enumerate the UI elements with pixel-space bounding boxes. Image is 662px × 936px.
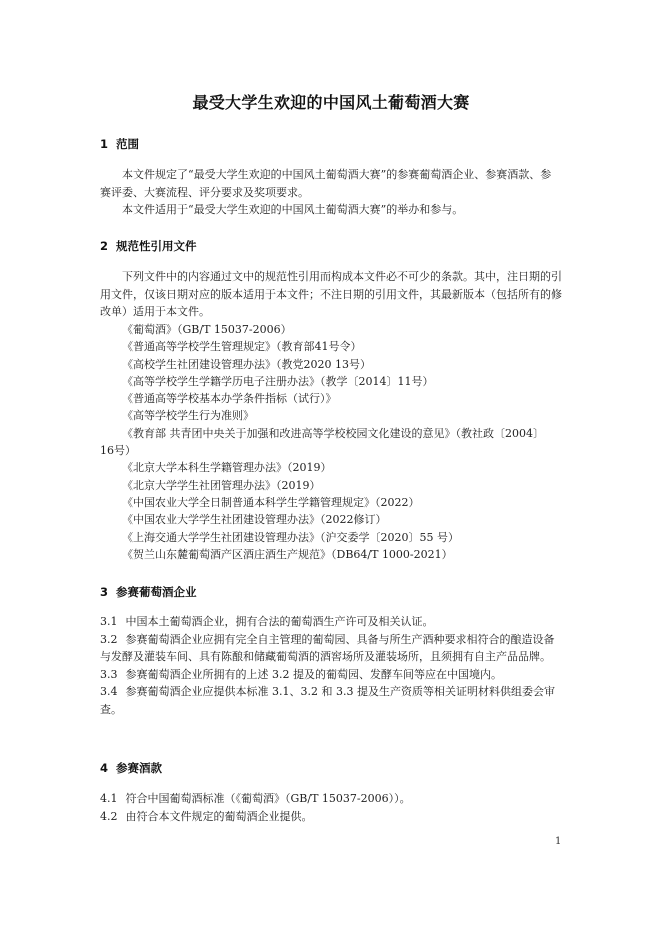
clause-item: [100, 808, 562, 826]
clause-number: 4.1: [100, 792, 118, 805]
section-title: 参赛葡萄酒企业: [116, 585, 197, 599]
clause-item: [100, 666, 562, 684]
clause-text: 参赛葡萄酒企业应提供本标准 3.1、3.2 和 3.3 提及生产资质等相关证明材料供组委会审查。: [100, 685, 555, 716]
reference-item-continuation: 16号）: [100, 444, 136, 458]
reference-item: 《普通高等学校基本办学条件指标（试行）》: [122, 392, 337, 406]
reference-item: 《中国农业大学学生社团建设管理办法》（2022修订）: [122, 513, 387, 527]
clause-number: 3.4: [100, 685, 118, 698]
section-number: 1: [100, 137, 109, 151]
reference-item: 《高校学生社团建设管理办法》（教党2020 13号）: [122, 357, 371, 371]
section-number: 2: [100, 239, 109, 253]
reference-item: 《教育部 共青团中央关于加强和改进高等学校校园文化建设的意见》（教社政〔2004〕: [122, 426, 544, 440]
section-title: 参赛酒款: [116, 761, 162, 775]
clause-number: 3.1: [100, 615, 118, 628]
reference-item: 《葡萄酒》（GB/T 15037-2006）: [122, 323, 292, 336]
reference-item: 《北京大学本科生学籍管理办法》（2019）: [122, 461, 332, 475]
section-4-clauses: [100, 790, 562, 825]
section-title: 规范性引用文件: [116, 239, 197, 253]
paragraph: 本文件适用于“最受大学生欢迎的中国风土葡萄酒大赛”的举办和参与。: [122, 203, 464, 216]
clause-item: [100, 790, 562, 808]
section-number: 3: [100, 585, 109, 599]
section-4-heading: [100, 760, 162, 776]
section-2-intro: [100, 268, 562, 321]
clause-text: 中国本土葡萄酒企业，拥有合法的葡萄酒生产许可及相关认证。: [125, 615, 434, 628]
section-2-heading: [100, 238, 197, 254]
clause-text: 符合中国葡萄酒标准（《葡萄酒》（GB/T 15037-2006））。: [125, 792, 411, 805]
clause-number: 3.2: [100, 632, 118, 646]
reference-item: 《北京大学学生社团管理办法》（2019）: [122, 478, 321, 492]
clause-text: 参赛葡萄酒企业所拥有的上述 3.2 提及的葡萄园、发酵车间等应在中国境内。: [125, 667, 502, 681]
normative-references-list: [100, 321, 562, 563]
document-title: 最受大学生欢迎的中国风土葡萄酒大赛: [192, 93, 470, 112]
clause-text: 由符合本文件规定的葡萄酒企业提供。: [125, 809, 313, 823]
reference-item: 《中国农业大学全日制普通本科学生学籍管理规定》（2022）: [122, 495, 420, 509]
clause-number: 4.2: [100, 809, 118, 823]
section-3-clauses: [100, 613, 562, 718]
paragraph: 本文件规定了“最受大学生欢迎的中国风土葡萄酒大赛”的参赛葡萄酒企业、参赛酒款、参赛评委、大赛流程、评分要求及奖项要求。: [100, 168, 552, 199]
section-3-heading: [100, 584, 197, 600]
page-number: 1: [555, 836, 562, 847]
section-number: 4: [100, 761, 109, 775]
clause-text: 参赛葡萄酒企业应拥有完全自主管理的葡萄园、具备与所生产酒种要求相符合的酿造设备与发酵及灌装车间、具有陈酿和储藏葡萄酒的酒窖场所及灌装场所，且须拥有自主产品品牌。: [100, 632, 555, 663]
section-1-body: [100, 166, 562, 219]
reference-item: 《高等学校学生行为准则》: [122, 409, 254, 423]
reference-item: 《普通高等学校学生管理规定》（教育部41号令）: [122, 340, 362, 354]
section-title: 范围: [116, 137, 139, 151]
reference-item: 《上海交通大学学生社团建设管理办法》（沪交委学〔2020〕55 号）: [122, 530, 459, 544]
clause-item: [100, 631, 562, 666]
reference-item: 《贺兰山东麓葡萄酒产区酒庄酒生产规范》（DB64/T 1000-2021）: [122, 547, 453, 561]
section-1-heading: [100, 136, 139, 152]
reference-item: 《高等学校学生学籍学历电子注册办法》（教学〔2014〕11号）: [122, 374, 434, 388]
clause-number: 3.3: [100, 667, 118, 681]
clause-item: [100, 613, 562, 631]
clause-item: [100, 683, 562, 718]
paragraph: 下列文件中的内容通过文中的规范性引用而构成本文件必不可少的条款。其中，注日期的引用文件，仅该日期对应的版本适用于本文件；不注日期的引用文件，其最新版本（包括所有的修改单）适用于本文件。: [100, 270, 562, 318]
